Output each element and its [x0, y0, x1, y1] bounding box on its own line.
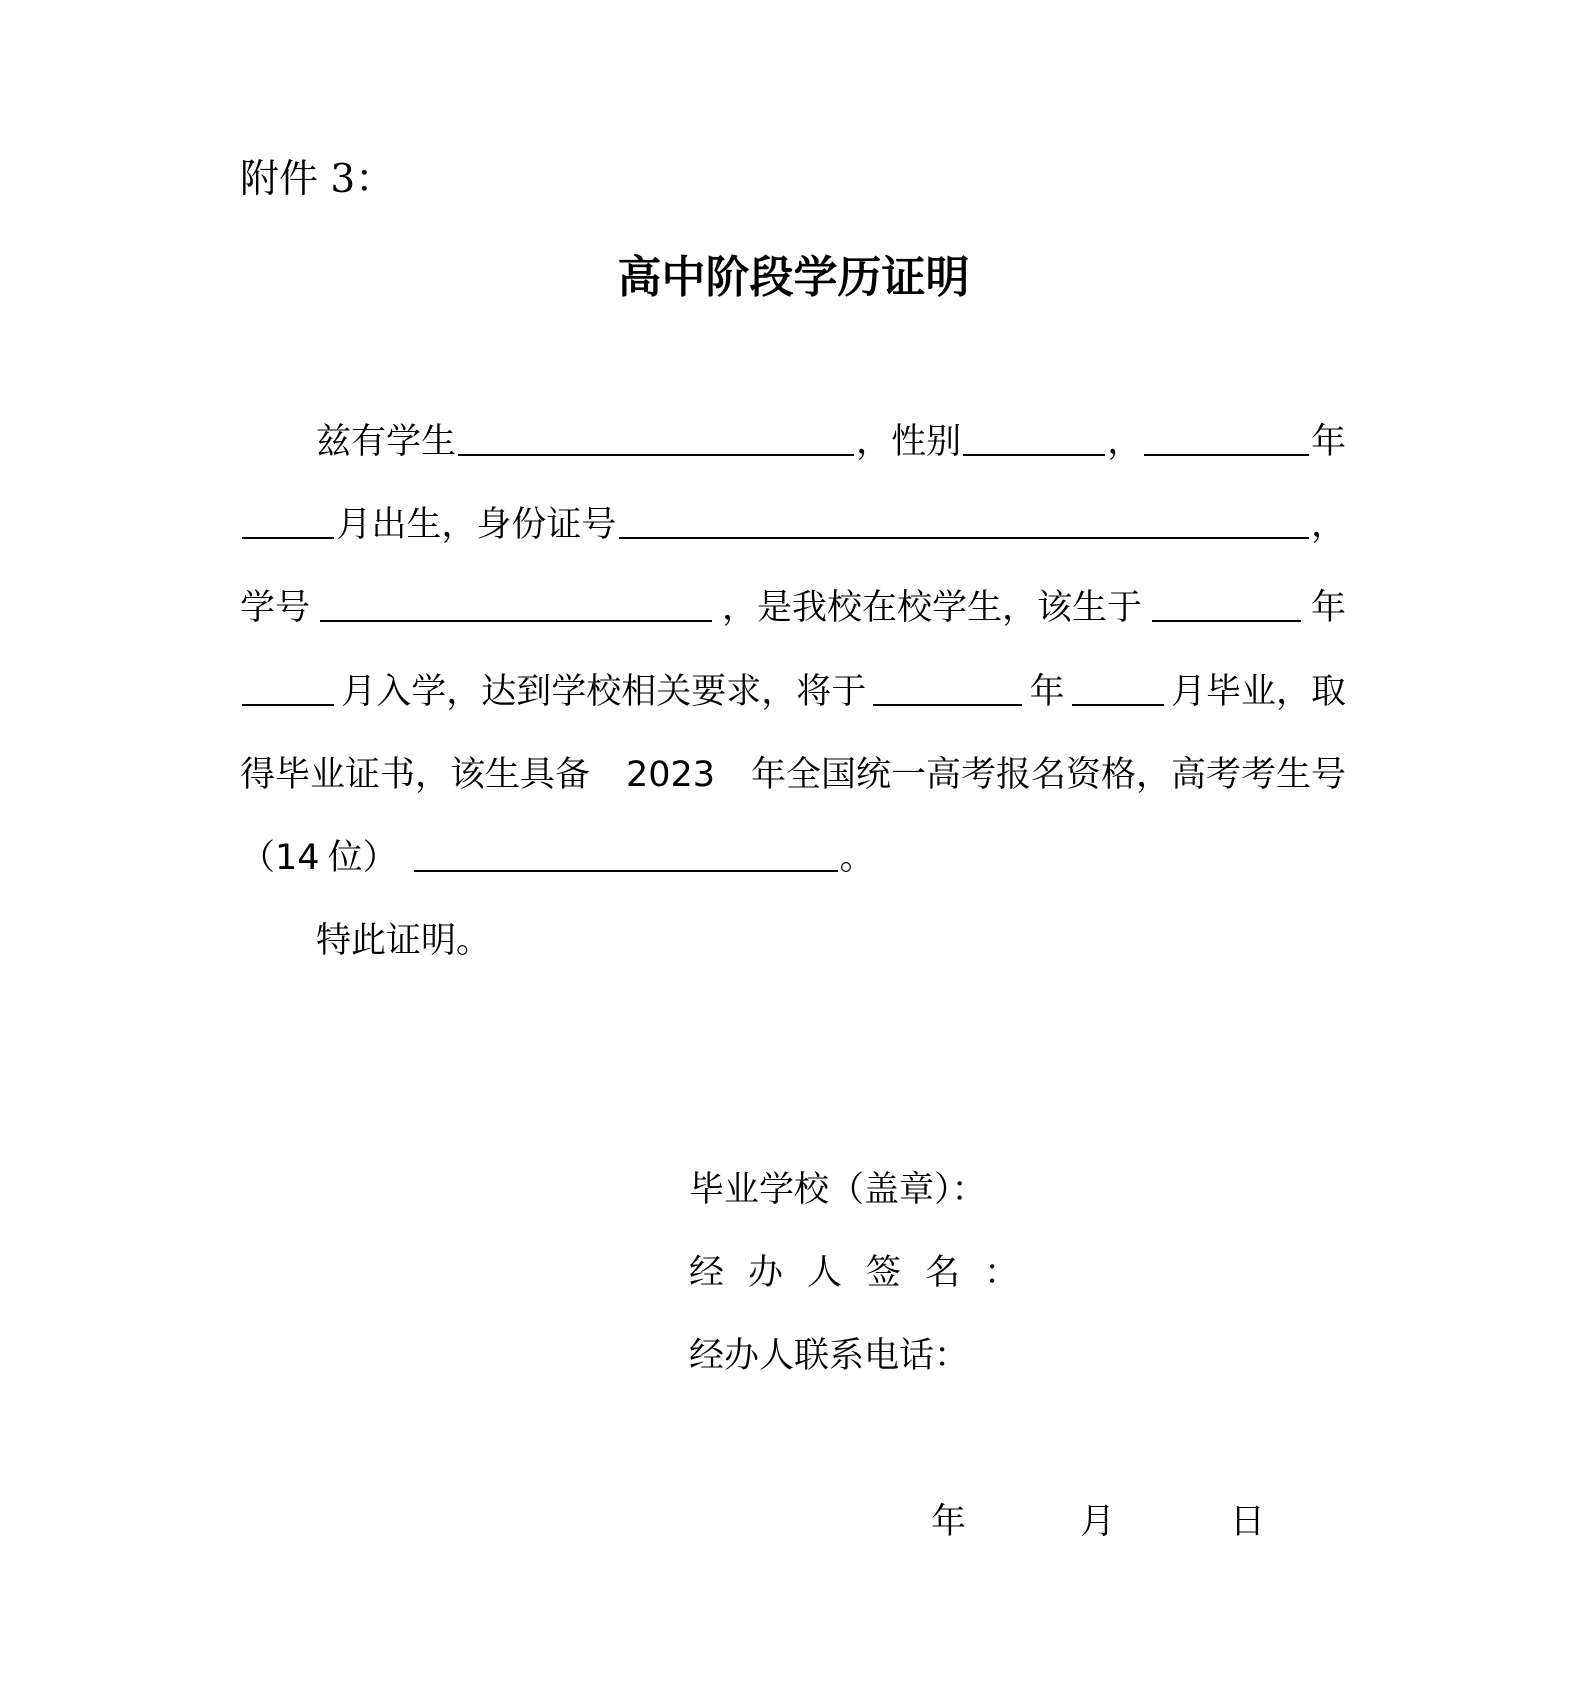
text-graduation-month: 月毕业，取: [1170, 672, 1346, 712]
text-enrollment-intro: ，是我校在校学生，该生于: [721, 588, 1142, 628]
text-year: 年: [1310, 588, 1346, 628]
body-line-3: [240, 584, 1346, 632]
enroll-month-blank[interactable]: [242, 674, 334, 706]
graduation-month-blank[interactable]: [1072, 674, 1164, 706]
graduation-year-blank[interactable]: [873, 674, 1022, 706]
text-birth-id-label: 月出生，身份证号: [336, 505, 617, 545]
text-year: 年: [1310, 422, 1346, 462]
text-student-label: 兹有学生: [316, 422, 457, 462]
attachment-label: 附件 3：: [240, 157, 395, 202]
text-comma: ，: [1310, 505, 1346, 545]
body-line-7: [240, 917, 1346, 965]
student-number-blank[interactable]: [320, 590, 712, 622]
date-day-label: 日: [1230, 1502, 1266, 1542]
document-title: 高中阶段学历证明: [617, 252, 970, 303]
gender-blank[interactable]: [963, 424, 1105, 456]
date-month-label: 月: [1080, 1502, 1116, 1542]
text-closing: 特此证明。: [316, 921, 492, 961]
body-line-6: [240, 834, 1346, 882]
body-line-4: [240, 668, 1346, 716]
text-gender-label: ，性别: [856, 422, 962, 462]
text-period: 。: [839, 838, 875, 878]
birth-year-blank[interactable]: [1144, 424, 1309, 456]
exam-number-blank[interactable]: [414, 840, 838, 872]
text-enroll-requirements: 月入学，达到学校相关要求，将于: [341, 672, 867, 712]
date-year-label: 年: [931, 1502, 967, 1542]
text-open-paren: （: [240, 838, 276, 878]
handler-phone-label: 经办人联系电话：: [689, 1336, 970, 1376]
birth-month-blank[interactable]: [242, 507, 334, 539]
text-student-number-label: 学号: [240, 588, 311, 628]
body-line-1: [240, 418, 1346, 466]
student-name-blank[interactable]: [458, 424, 854, 456]
id-number-blank[interactable]: [619, 507, 1309, 539]
body-line-5: [240, 751, 1346, 799]
digit-count: 14: [275, 838, 320, 878]
text-comma: ，: [1107, 422, 1143, 462]
exam-year: 2023: [625, 755, 716, 795]
enroll-year-blank[interactable]: [1152, 590, 1301, 622]
body-line-2: [240, 501, 1346, 549]
school-seal-label: 毕业学校（盖章）：: [689, 1170, 987, 1210]
text-digit-unit: 位）: [327, 838, 398, 878]
text-year: 年: [1029, 672, 1065, 712]
text-exam-eligibility: 年全国统一高考报名资格，高考考生号: [750, 755, 1346, 795]
handler-signature-label: 经办人签名：: [689, 1253, 1044, 1293]
text-certificate: 得毕业证书，该生具备: [240, 755, 591, 795]
